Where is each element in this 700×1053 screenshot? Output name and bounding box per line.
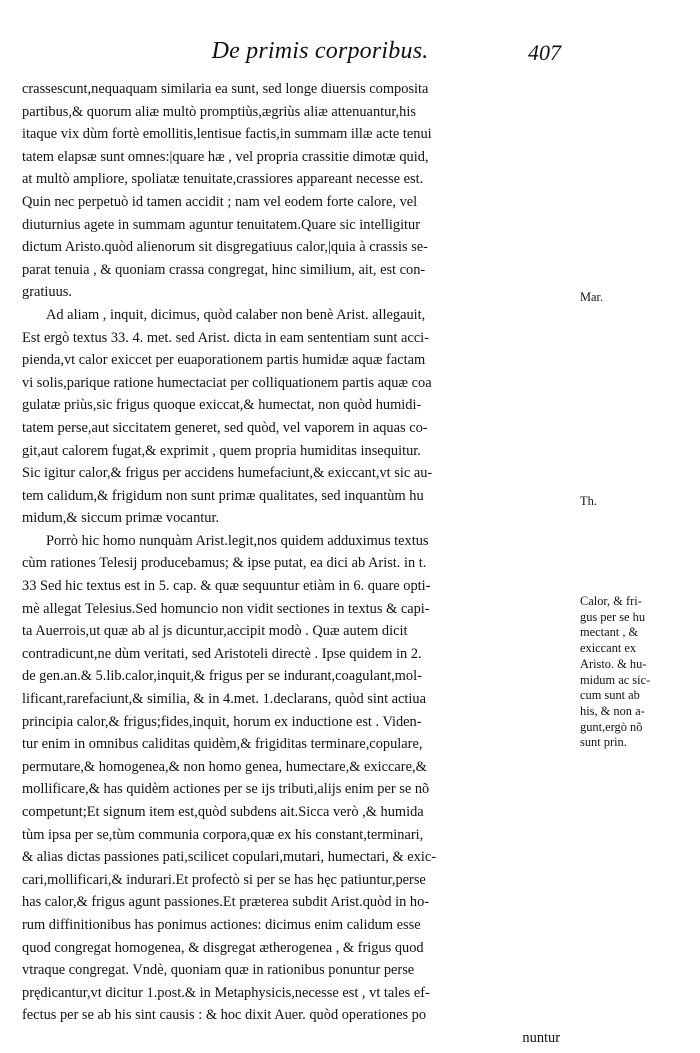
text-line: crassescunt,nequaquam similaria ea sunt, sed longe diuersis composita bbox=[22, 81, 429, 97]
margin-note-th: Th. bbox=[580, 494, 597, 508]
text-line: principia calor,& frigus;fides,inquit, horum ex inductione est . Viden- bbox=[22, 713, 422, 730]
text-line: contradicunt,ne dùm veritati, sed Aristoteli directè . Ipse quidem in 2. bbox=[22, 645, 422, 662]
text-line: diuturnius agete in summam aguntur tenuitatem.Quare sic intelligitur bbox=[22, 216, 421, 233]
margin-gloss-line: mectant , & bbox=[580, 625, 639, 640]
text-line: tatem perse,aut siccitatem generet, sed quòd, vel vaporem in aquas co- bbox=[22, 419, 428, 436]
text-line: permutare,& homogenea,& non homo genea, humectare,& exiccare,& bbox=[22, 758, 427, 775]
text-line: itaque vix dùm fortè emollitis,lentisue factis,in summam illæ acte tenui bbox=[22, 126, 432, 143]
text-line: lificant,rarefaciunt,& similia, & in 4.met. 1.declarans, quòd sint actiua bbox=[22, 691, 427, 708]
text-line: ta Auerrois,ut quæ ab al js dicuntur,accipit modò . Quæ autem dicit bbox=[22, 623, 408, 640]
text-line: pienda,vt calor exiccet per euaporationem partis humidæ aquæ factam bbox=[22, 352, 426, 369]
text-line: parat tenuia , & quoniam crassa congregat, hinc similium, ait, est con- bbox=[22, 261, 426, 278]
text-line: 33 Sed hic textus est in 5. cap. & quæ sequuntur etiàm in 6. quare opti- bbox=[22, 578, 431, 595]
paragraph-start-line: Ad aliam , inquit, dicimus, quòd calaber non benè Arist. allegauit, bbox=[46, 306, 426, 323]
margin-gloss-line: sunt prin. bbox=[580, 735, 627, 750]
margin-gloss-line: Calor, & fri- bbox=[580, 594, 642, 608]
text-line: & alias dictas passiones pati,scilicet copulari,mutari, humectari, & exic- bbox=[22, 849, 436, 866]
text-line: tur enim in omnibus caliditas quidèm,& frigiditas terminare,copulare, bbox=[22, 736, 423, 753]
text-line: tatem elapsæ sunt omnes:|quare hæ , vel propria crassitie dimotæ quid, bbox=[22, 148, 429, 165]
text-line: tùm ipsa per se,tùm communia corpora,quæ ex his constant,terminari, bbox=[22, 826, 424, 843]
text-line: prędicantur,vt dicitur 1.post.& in Metaphysicis,necesse est , vt tales ef- bbox=[22, 984, 430, 1001]
text-line: cari,mollificari,& indurari.Et profectò si per se has hęc patiuntur,perse bbox=[22, 871, 426, 888]
margin-gloss-line: Aristo. & hu- bbox=[580, 656, 647, 671]
text-line: vtraque congregat. Vndè, quoniam quæ in rationibus ponuntur perse bbox=[22, 962, 415, 979]
margin-gloss-line: gunt,ergò nõ bbox=[580, 719, 643, 734]
margin-gloss-line: cum sunt ab bbox=[580, 688, 640, 703]
main-text-block bbox=[22, 78, 572, 1050]
text-line: fectus per se ab his sint causis : & hoc dixit Auer. quòd operationes po bbox=[22, 1007, 427, 1024]
paragraph-start-line: Porrò hic homo nunquàm Arist.legit,nos quidem adduximus textus bbox=[46, 532, 429, 549]
catchword: nuntur bbox=[522, 1029, 560, 1046]
margin-note-mar: Mar. bbox=[580, 290, 604, 304]
text-line: dictum Aristo.quòd alienorum sit disgregatiuus calor,|quia à crassis se- bbox=[22, 239, 428, 256]
text-line: tem calidum,& frigidum non sunt primæ qualitates, sed inquantùm hu bbox=[22, 487, 424, 504]
text-line: de gen.an.& 5.lib.calor,inquit,& frigus per se indurant,coagulant,mol- bbox=[22, 668, 422, 685]
margin-gloss-line: exiccant ex bbox=[580, 641, 637, 656]
margin-gloss-line: his, & non a- bbox=[580, 703, 645, 718]
margin-gloss-line: midum ac sic- bbox=[580, 672, 651, 687]
page-number: 407 bbox=[528, 40, 561, 65]
text-line: at multò ampliore, spoliatæ tenuitate,crassiores appareant necesse est. bbox=[22, 171, 424, 188]
text-line: cùm rationes Telesij producebamus; & ipse putat, ea dici ab Arist. in t. bbox=[22, 555, 427, 572]
text-line: quod congregat homogenea, & disgregat ætherogenea , & frigus quod bbox=[22, 939, 424, 956]
text-line: mollificare,& has quidèm actiones per se ijs tributi,alijs enim per se nõ bbox=[22, 781, 430, 798]
text-line: gulatæ priùs,sic frigus quoque exiccat,& humectat, non quòd humidi- bbox=[22, 397, 422, 414]
text-line: Sic igitur calor,& frigus per accidens humefaciunt,& exiccant,vt sic au- bbox=[22, 465, 433, 482]
text-line: vi solis,parique ratione humectaciat per colliquationem partis aquæ coa bbox=[22, 374, 432, 391]
text-line: midum,& siccum primæ vocantur. bbox=[22, 510, 220, 527]
text-line: mè allegat Telesius.Sed homuncio non vidit sectiones in textus & capi- bbox=[22, 600, 430, 617]
text-line: Est ergò textus 33. 4. met. sed Arist. dicta in eam sententiam sunt acci- bbox=[22, 329, 429, 346]
text-line: rum diffinitionibus has ponimus actiones: dicimus enim calidum esse bbox=[22, 916, 421, 933]
text-line: has calor,& frigus agunt passiones.Et præterea subdit Arist.quòd in ho- bbox=[22, 894, 430, 911]
margin-gloss bbox=[580, 594, 690, 751]
text-line: Quin nec perpetuò id tamen accidit ; nam vel eodem forte calore, vel bbox=[22, 193, 418, 210]
margin-gloss-line: gus per se hu bbox=[580, 609, 646, 624]
running-title: De primis corporibus. bbox=[211, 38, 429, 64]
text-line: partibus,& quorum aliæ multò promptiùs,ægriùs aliæ attenuantur,his bbox=[22, 103, 416, 120]
text-line: gratiuus. bbox=[22, 284, 72, 301]
text-line: git,aut calorem fugat,& exprimit , quem propria humiditas insequitur. bbox=[22, 442, 421, 459]
text-line: competunt;Et signum item est,quòd subdens ait.Sicca verò ,& humida bbox=[22, 804, 424, 820]
